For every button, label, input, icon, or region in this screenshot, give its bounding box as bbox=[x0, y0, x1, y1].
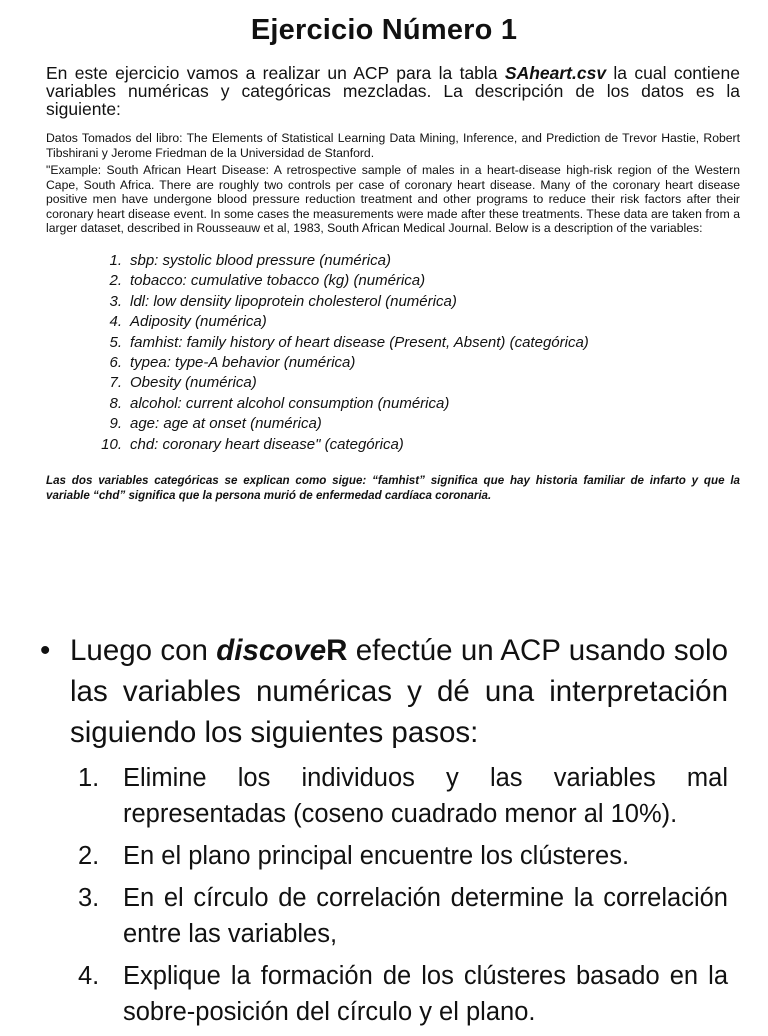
intro-paragraph bbox=[46, 64, 740, 118]
variable-number: 4. bbox=[109, 313, 122, 331]
step-item bbox=[78, 760, 728, 832]
step-number: 2. bbox=[78, 842, 100, 870]
page-title: Ejercicio Número 1 bbox=[250, 14, 518, 46]
instruction-text-pre: Luego con bbox=[70, 634, 217, 667]
variable-item bbox=[46, 292, 589, 312]
variable-item bbox=[46, 271, 589, 291]
step-item bbox=[78, 838, 728, 874]
variable-number: 9. bbox=[109, 415, 122, 433]
steps-list bbox=[78, 760, 728, 1036]
instruction-bullet bbox=[40, 630, 728, 753]
variable-number: 8. bbox=[109, 394, 122, 412]
step-text: En el plano principal encuentre los clústeres. bbox=[123, 842, 630, 870]
variable-number: 6. bbox=[109, 353, 122, 371]
variable-number: 1. bbox=[109, 252, 122, 269]
example-paragraph: "Example: South African Heart Disease: A retrospective sample of males in a heart-disease high-risk region of the Western Cape, South Africa. There are roughly two controls per case of coronary heart disease. Many of the coronary heart disease positive men have undergone blood pressure reduction treatment and other programs to reduce their risk factors after their coronary heart disease event. In some cases the measurements were made after these treatments. These data are taken from a larger dataset, described in Rousseauw et al, 1983, South African Medical Journal. Below is a description of the variables: bbox=[46, 163, 740, 235]
variable-number: 5. bbox=[109, 333, 122, 351]
tool-name-r: R bbox=[326, 634, 348, 667]
variable-item bbox=[46, 333, 589, 353]
variable-number: 2. bbox=[109, 272, 122, 290]
variable-number: 7. bbox=[109, 374, 122, 392]
intro-text-pre: En este ejercicio vamos a realizar un ACP para la tabla bbox=[46, 63, 505, 83]
step-text: Explique la formación de los clústeres basado en la sobre-posición del círculo y el plano. bbox=[123, 962, 728, 1026]
bullet-icon: • bbox=[40, 634, 51, 667]
variable-item bbox=[46, 435, 589, 455]
variable-text: typea: type-A behavior (numérica) bbox=[130, 353, 356, 371]
step-number: 1. bbox=[78, 764, 100, 792]
instruction-block bbox=[40, 630, 728, 753]
variable-text: tobacco: cumulative tobacco (kg) (numérica) bbox=[130, 272, 426, 290]
file-name: SAheart.csv bbox=[504, 63, 607, 83]
variable-text: ldl: low densiity lipoprotein cholesterol (numérica) bbox=[130, 292, 457, 310]
step-number: 4. bbox=[78, 962, 100, 990]
step-text: En el círculo de correlación determine la correlación entre las variables, bbox=[123, 884, 728, 948]
categorical-note: Las dos variables categóricas se explican como sigue: “famhist” significa que hay historia familiar de infarto y que la variable “chd” significa que la persona murió de enfermedad cardíaca coronaria. bbox=[46, 474, 740, 502]
variable-item bbox=[46, 394, 589, 414]
variable-item bbox=[46, 353, 589, 373]
instruction-text-post: efectúe un ACP usando solo las variables numéricas y dé una interpretación siguiendo los siguientes pasos: bbox=[70, 634, 728, 749]
step-number: 3. bbox=[78, 884, 100, 912]
variable-text: sbp: systolic blood pressure (numérica) bbox=[130, 252, 391, 269]
variable-text: chd: coronary heart disease" (categórica) bbox=[130, 435, 404, 453]
variable-text: alcohol: current alcohol consumption (numérica) bbox=[130, 394, 450, 412]
step-text: Elimine los individuos y las variables mal representadas (coseno cuadrado menor al 10%). bbox=[123, 764, 728, 828]
variable-text: Obesity (numérica) bbox=[130, 374, 257, 392]
tool-name-italic: discove bbox=[216, 634, 327, 667]
variable-item bbox=[46, 312, 589, 332]
variable-number: 10. bbox=[101, 435, 122, 453]
variable-text: Adiposity (numérica) bbox=[130, 313, 267, 331]
step-item bbox=[78, 958, 728, 1030]
variable-text: age: age at onset (numérica) bbox=[130, 415, 322, 433]
credits-paragraph: Datos Tomados del libro: The Elements of Statistical Learning Data Mining, Inference, and Prediction de Trevor Hastie, Robert Tibshirani y Jerome Friedman de la Universidad de Stanford. bbox=[46, 131, 740, 160]
variables-list bbox=[46, 251, 589, 455]
variable-item bbox=[46, 414, 589, 434]
variable-text: famhist: family history of heart disease (Present, Absent) (categórica) bbox=[130, 333, 589, 351]
intro-text-post: la cual contiene variables numéricas y categóricas mezcladas. La descripción de los datos es la siguiente: bbox=[46, 63, 740, 119]
variable-item bbox=[46, 373, 589, 393]
step-item bbox=[78, 880, 728, 952]
variable-number: 3. bbox=[109, 292, 122, 310]
variable-item bbox=[46, 251, 589, 271]
